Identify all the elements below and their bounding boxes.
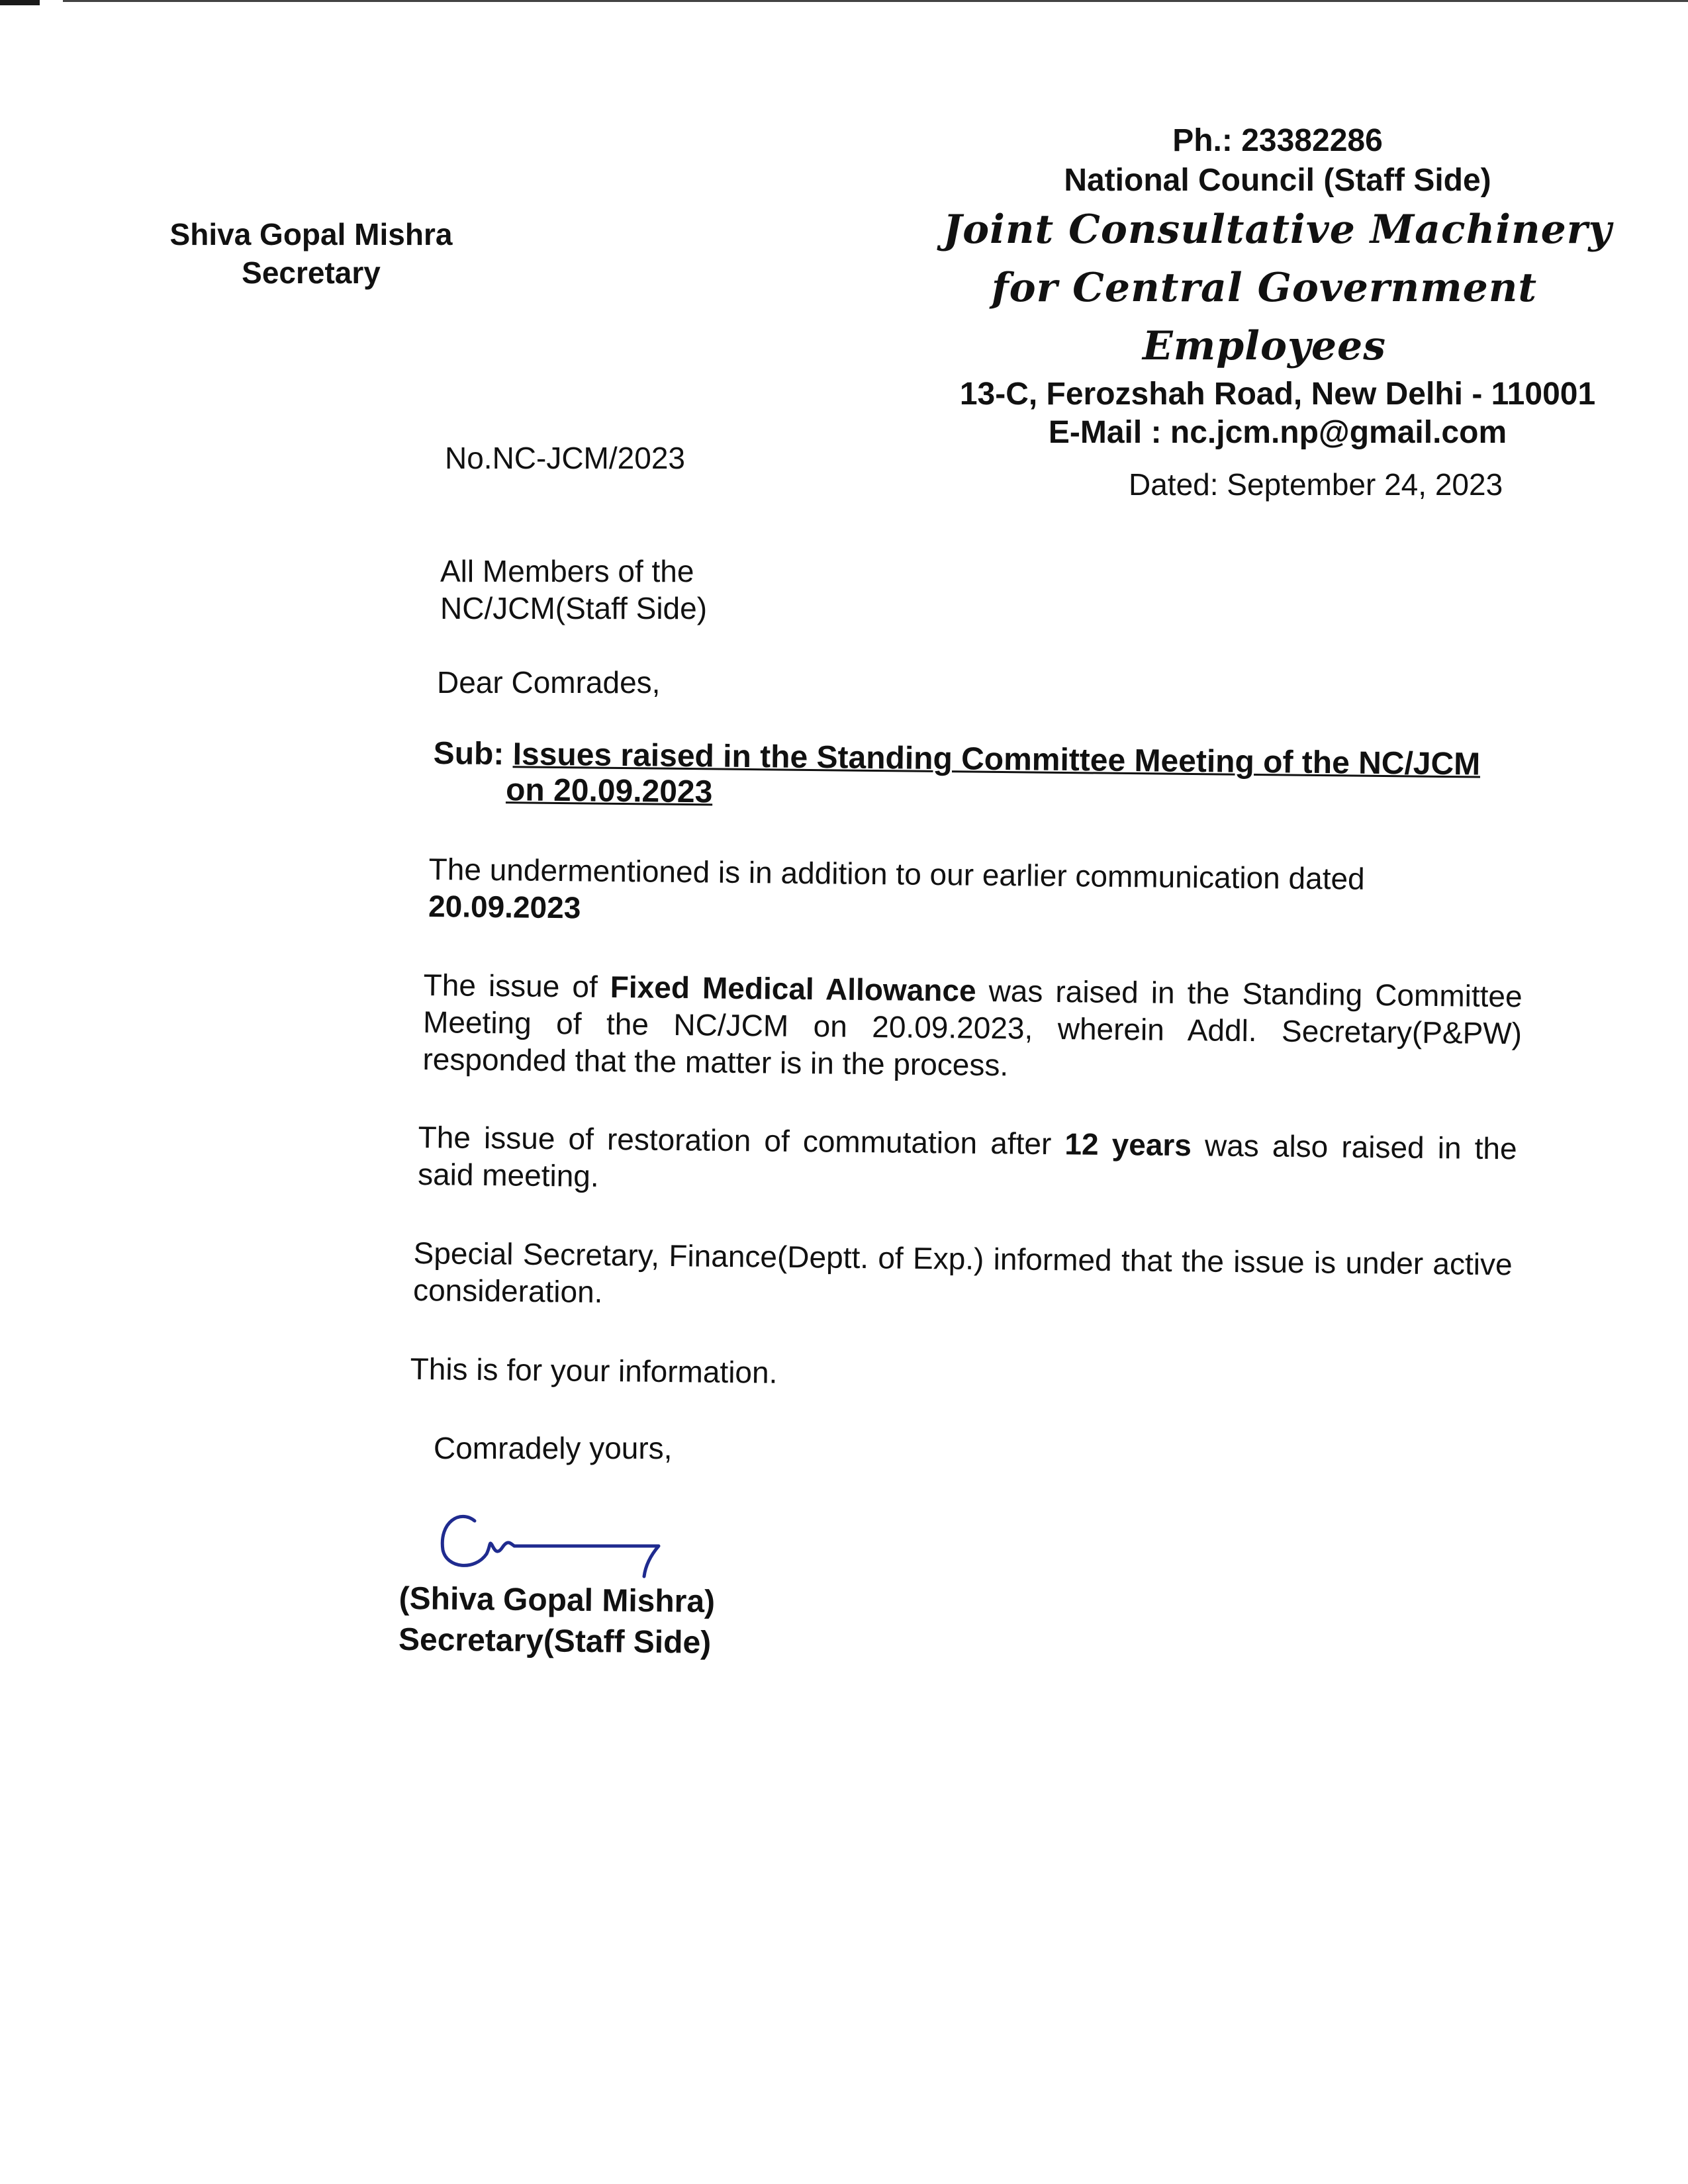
signatory [399,1578,716,1664]
letterhead [927,121,1628,452]
council-name: National Council (Staff Side) [1064,163,1491,198]
script-line-cge: for Central Government Employees [991,265,1538,369]
paragraph-1-date: 20.09.2023 [428,888,581,925]
salutation: Dear Comrades, [437,665,661,700]
paragraph-3 [418,1118,1517,1204]
scan-edge-mark [0,0,40,5]
paragraph-2 [422,966,1523,1089]
scan-top-line [63,0,1688,2]
script-line-jcm: Joint Consultative Machinery [943,206,1613,253]
sender-name: Shiva Gopal Mishra [169,217,453,251]
addressee-line-1: All Members of the [440,554,694,588]
paragraph-3-post: was also raised in the said meeting. [417,1128,1517,1193]
handwritten-signature [434,1502,672,1588]
email-address: E-Mail : nc.jcm.np@gmail.com [1048,415,1507,450]
letter-date: Dated: September 24, 2023 [1129,467,1503,502]
office-address: 13-C, Ferozshah Road, New Delhi - 110001 [959,377,1596,412]
paragraph-2-post: was raised in the Standing Committee Meeting of the NC/JCM on 20.09.2023, wherein Addl. Secretary(P&PW) responded that the matter is in the process. [422,973,1523,1083]
subject-label: Sub: [433,736,504,772]
reference-number: No.NC-JCM/2023 [445,441,685,475]
paragraph-3-bold: 12 years [1064,1126,1192,1163]
paragraph-4: Special Secretary, Finance(Deptt. of Exp.) informed that the issue is under active consideration. [412,1235,1513,1309]
subject-line-1: Issues raised in the Standing Committee Meeting of the NC/JCM [512,737,1481,782]
subject-line-2: on 20.09.2023 [505,772,713,810]
closing: Comradely yours, [434,1431,673,1465]
paragraph-2-bold: Fixed Medical Allowance [610,969,976,1008]
signatory-name: (Shiva Gopal Mishra) [399,1580,716,1619]
signatory-title: Secretary(Staff Side) [398,1621,712,1661]
addressee-line-2: NC/JCM(Staff Side) [440,591,708,625]
sender-title: Secretary [242,255,381,290]
subject [433,736,1532,819]
paragraph-3-pre: The issue of restoration of commutation after [418,1119,1052,1161]
paragraph-1 [428,850,1528,936]
phone-number: Ph.: 23382286 [1172,123,1383,158]
addressee [440,553,707,627]
paragraph-2-pre: The issue of [423,967,598,1004]
signature-stroke [442,1516,659,1576]
paragraph-5: This is for your information. [410,1351,778,1390]
sender-block [106,215,516,292]
paragraph-1-text: The undermentioned is in addition to our earlier communication dated [428,851,1365,896]
